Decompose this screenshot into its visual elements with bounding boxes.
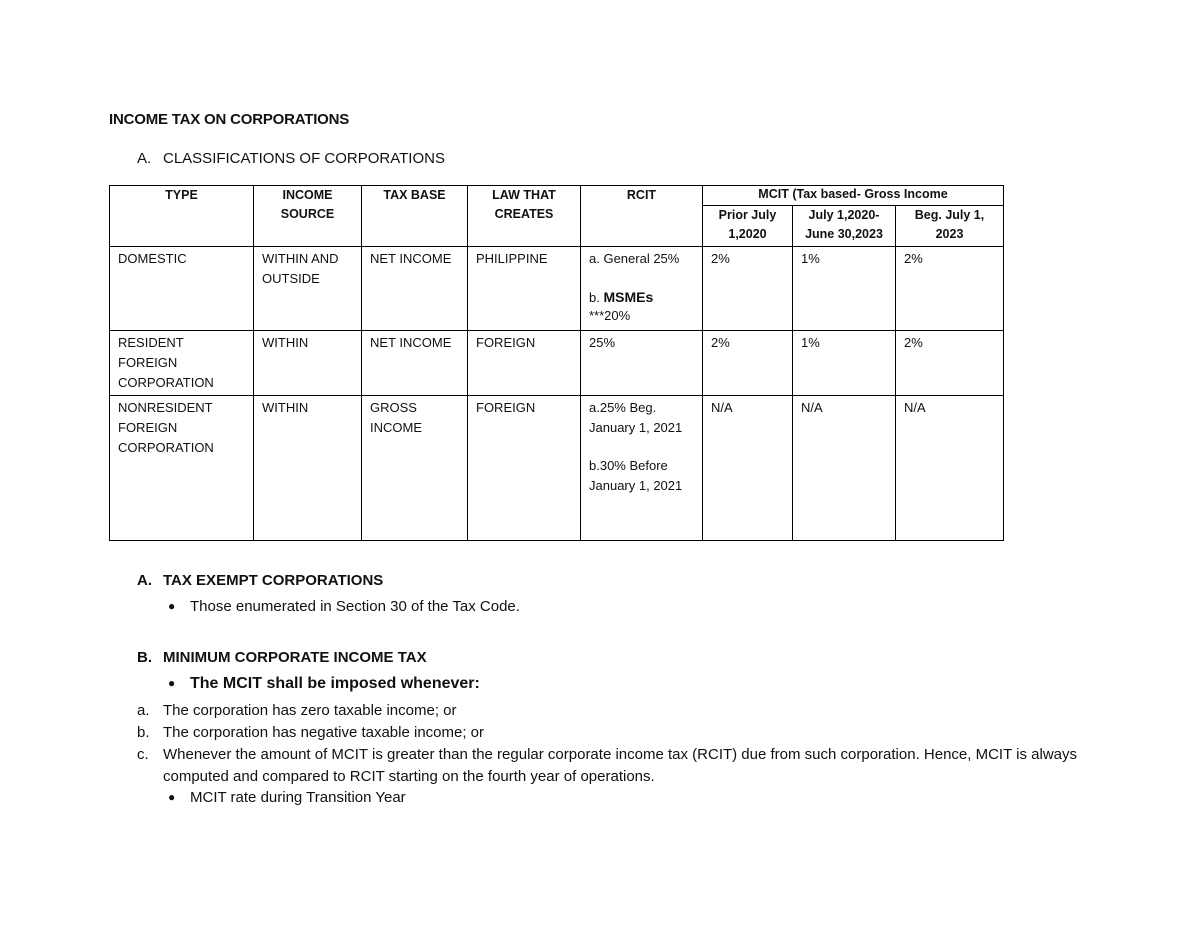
mcit-rate-bullet [168, 789, 406, 806]
section-heading: CLASSIFICATIONS OF CORPORATIONS [163, 150, 445, 167]
section-classifications [137, 150, 445, 167]
cell-base: GROSS INCOME [362, 396, 468, 541]
cell-law: FOREIGN [468, 396, 581, 541]
header-tax-base: TAX BASE [362, 186, 468, 247]
cell-mcit-transition: 1% [793, 331, 896, 396]
cell-mcit-transition: N/A [793, 396, 896, 541]
cell-rcit [581, 247, 703, 331]
section-label: A. [137, 150, 152, 167]
table-row [110, 396, 1004, 541]
section-tax-exempt [137, 572, 383, 589]
cell-source: WITHIN [254, 396, 362, 541]
rcit-general: a. General 25% [589, 251, 680, 266]
section-label: B. [137, 649, 152, 666]
list-text: Whenever the amount of MCIT is greater than the regular corporate income tax (RCIT) due from such corporation. Hence, MCIT is always computed and compared to RCIT starting on the fourth year of operations. [163, 746, 1077, 785]
header-mcit-beg: Beg. July 1, 2023 [896, 206, 1004, 247]
corporations-table [109, 185, 1004, 541]
header-rcit: RCIT [581, 186, 703, 247]
mcit-bullet [168, 675, 480, 693]
section-heading: TAX EXEMPT CORPORATIONS [163, 572, 384, 589]
cell-mcit-prior: N/A [703, 396, 793, 541]
cell-mcit-beg: N/A [896, 396, 1004, 541]
page-title: INCOME TAX ON CORPORATIONS [109, 111, 350, 128]
header-law: LAW THAT CREATES [468, 186, 581, 247]
cell-law: FOREIGN [468, 331, 581, 396]
header-mcit-transition: July 1,2020- June 30,2023 [793, 206, 896, 247]
section-mcit [137, 649, 427, 666]
header-mcit-prior: Prior July 1,2020 [703, 206, 793, 247]
cell-rcit: 25% [581, 331, 703, 396]
header-mcit: MCIT (Tax based- Gross Income [703, 186, 1004, 206]
rcit-msme-label: MSMEs [603, 289, 654, 305]
cell-type: NONRESIDENT FOREIGN CORPORATION [110, 396, 254, 541]
rcit-msme-prefix: b. [589, 290, 600, 305]
bullet-text: MCIT rate during Transition Year [190, 789, 406, 806]
table-row [110, 247, 1004, 331]
section-label: A. [137, 572, 152, 589]
list-label: b. [137, 724, 150, 741]
header-income-source: INCOME SOURCE [254, 186, 362, 247]
cell-source: WITHIN AND OUTSIDE [254, 247, 362, 331]
bullet-icon: ● [168, 790, 176, 804]
list-item [137, 722, 1097, 744]
cell-rcit [581, 396, 703, 541]
cell-type: RESIDENT FOREIGN CORPORATION [110, 331, 254, 396]
cell-base: NET INCOME [362, 331, 468, 396]
list-text: The corporation has negative taxable income; or [163, 724, 485, 741]
cell-type: DOMESTIC [110, 247, 254, 331]
list-text: The corporation has zero taxable income; or [163, 702, 457, 719]
bullet-text: The MCIT shall be imposed whenever: [190, 675, 480, 692]
list-label: a. [137, 702, 150, 719]
rcit-msme-rate: ***20% [589, 308, 631, 323]
list-item [137, 744, 1077, 788]
cell-law: PHILIPPINE [468, 247, 581, 331]
cell-mcit-prior: 2% [703, 331, 793, 396]
table-row [110, 331, 1004, 396]
list-label: c. [137, 746, 149, 763]
rcit-before-2021: b.30% Before January 1, 2021 [589, 458, 683, 493]
bullet-text: Those enumerated in Section 30 of the Tax Code. [190, 598, 520, 615]
bullet-icon: ● [168, 599, 176, 613]
list-item [137, 700, 1097, 722]
tax-exempt-bullet [168, 598, 520, 615]
cell-base: NET INCOME [362, 247, 468, 331]
bullet-icon: ● [168, 676, 176, 690]
cell-mcit-transition: 1% [793, 247, 896, 331]
rcit-beg-2021: a.25% Beg. January 1, 2021 [589, 400, 683, 435]
section-heading: MINIMUM CORPORATE INCOME TAX [163, 649, 427, 666]
cell-source: WITHIN [254, 331, 362, 396]
cell-mcit-beg: 2% [896, 331, 1004, 396]
header-type: TYPE [110, 186, 254, 247]
table-header-row [110, 186, 1004, 206]
cell-mcit-beg: 2% [896, 247, 1004, 331]
cell-mcit-prior: 2% [703, 247, 793, 331]
